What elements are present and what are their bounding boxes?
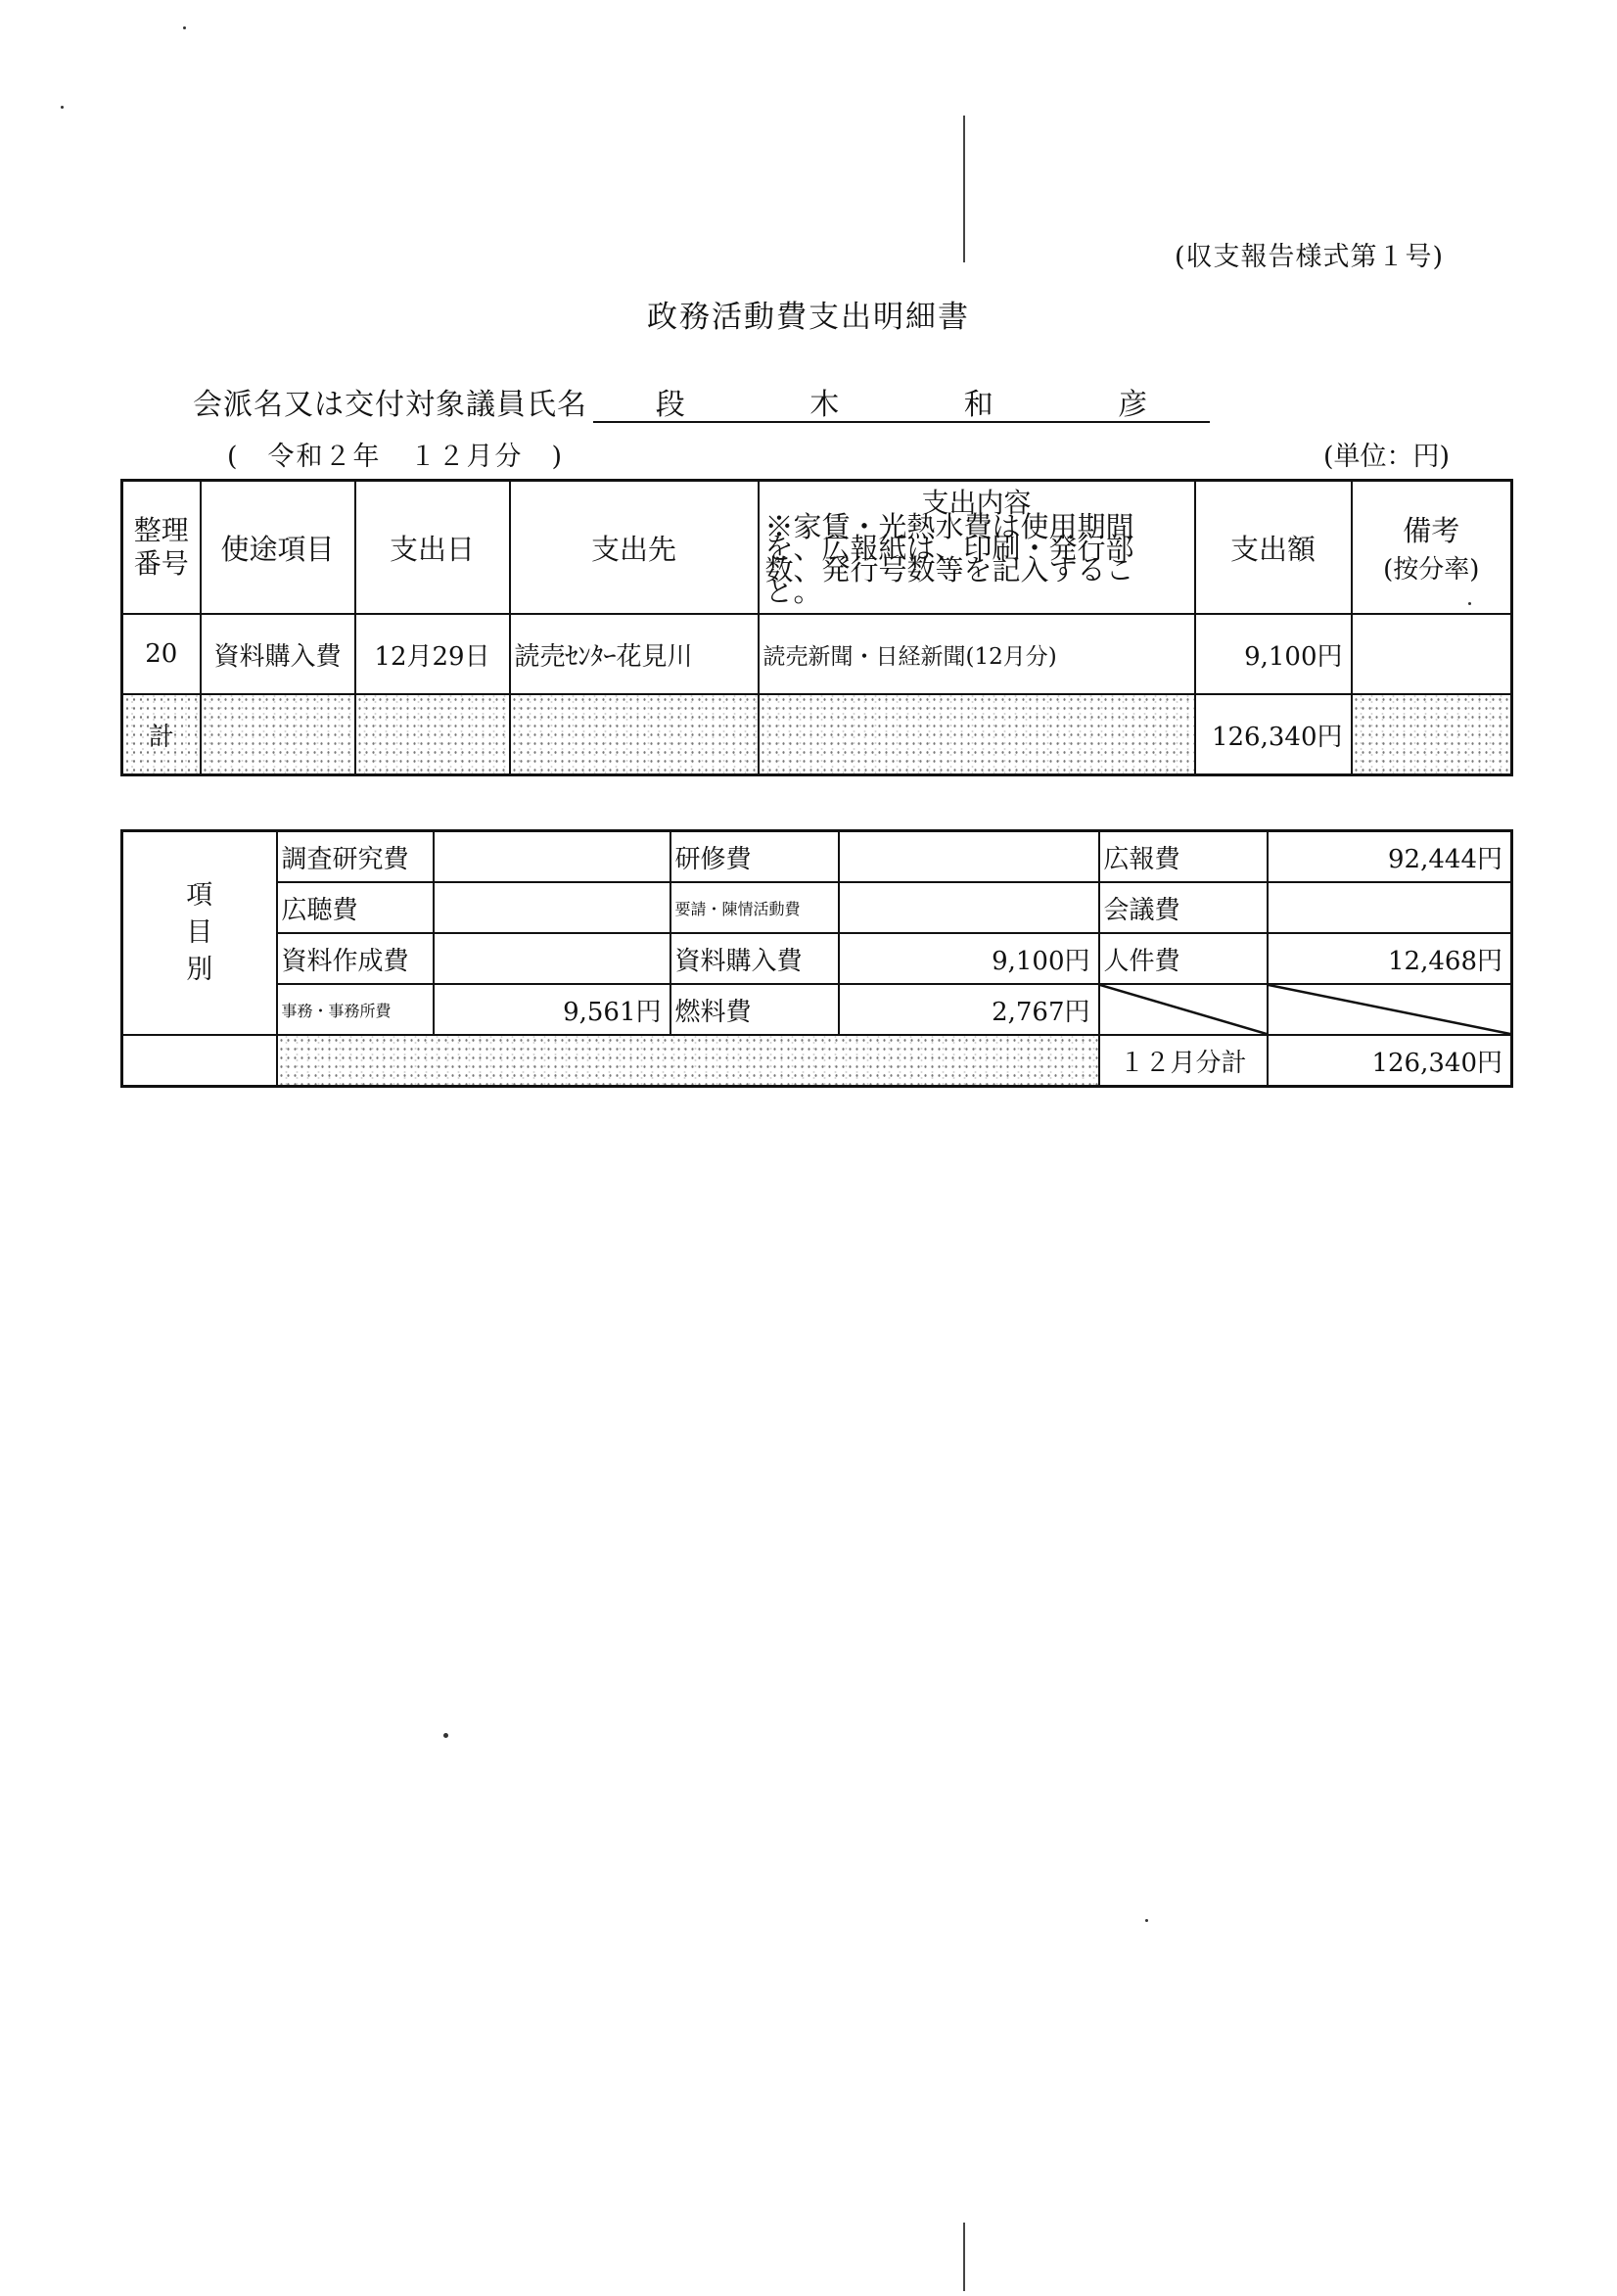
row-date: 12月29日: [355, 614, 510, 694]
diagonal-empty-cell: [1268, 984, 1512, 1035]
summary-total-row: [122, 1035, 1512, 1087]
label-publicity: 広報費: [1099, 831, 1268, 883]
speck: [1145, 1919, 1148, 1922]
table-row: [122, 614, 1512, 694]
label-personnel: 人件費: [1099, 933, 1268, 984]
label-training: 研修費: [670, 831, 839, 883]
label-hearing: 広聴費: [277, 882, 434, 933]
period: ( 令和２年 １２月分 ): [227, 442, 565, 472]
category-summary-table: [120, 829, 1513, 1088]
label-research: 調査研究費: [277, 831, 434, 883]
header-remarks: [1352, 481, 1512, 615]
header-payee: 支出先: [510, 481, 759, 615]
member-name-row: [193, 380, 1210, 423]
value-month-total: 126,340円: [1268, 1035, 1512, 1087]
redacted-cell: [1352, 694, 1512, 775]
diagonal-empty-cell: [1099, 984, 1268, 1035]
speck: [183, 26, 186, 29]
summary-row: [122, 882, 1512, 933]
member-name: [593, 380, 1210, 423]
header-amount: 支出額: [1195, 481, 1352, 615]
row-no: 20: [122, 614, 201, 694]
label-material-purchase: 資料購入費: [670, 933, 839, 984]
header-remarks-title: 備考: [1403, 514, 1460, 547]
row-amount: 9,100円: [1195, 614, 1352, 694]
name-label: 会派名又は交付対象議員氏名: [193, 388, 587, 422]
value-personnel: 12,468円: [1268, 933, 1512, 984]
fold-mark: [963, 116, 965, 262]
value-hearing: [434, 882, 670, 933]
value-publicity: 92,444円: [1268, 831, 1512, 883]
label-fuel: 燃料費: [670, 984, 839, 1035]
header-category: 使途項目: [201, 481, 355, 615]
value-research: [434, 831, 670, 883]
summary-row: [122, 984, 1512, 1035]
redacted-cell: [510, 694, 759, 775]
label-meeting: 会議費: [1099, 882, 1268, 933]
header-content-note: ※家賃・光熱水費は使用期間を、広報紙は、印刷・発行部数、発行号数等を記入すること。: [764, 510, 1134, 608]
row-category: 資料購入費: [201, 614, 355, 694]
speck: [443, 1733, 448, 1738]
expenditure-table: [120, 479, 1513, 776]
redacted-cell: [201, 694, 355, 775]
redacted-cell: [277, 1035, 1099, 1087]
side-label-tail: [122, 1035, 277, 1087]
value-training: [839, 831, 1099, 883]
header-no: 整理番号: [122, 481, 201, 615]
speck: [61, 106, 64, 109]
value-fuel: 2,767円: [839, 984, 1099, 1035]
value-material-purchase: 9,100円: [839, 933, 1099, 984]
label-petition: 要請・陳情活動費: [670, 882, 839, 933]
unit-label: (単位：円): [1323, 442, 1451, 472]
page-title: 政務活動費支出明細書: [647, 300, 970, 335]
side-label: [122, 831, 277, 1036]
header-remarks-sub: (按分率): [1383, 555, 1480, 585]
value-material-creation: [434, 933, 670, 984]
row-remarks: [1352, 614, 1512, 694]
value-meeting: [1268, 882, 1512, 933]
total-row: [122, 694, 1512, 775]
total-amount: 126,340円: [1195, 694, 1352, 775]
label-material-creation: 資料作成費: [277, 933, 434, 984]
redacted-cell: [355, 694, 510, 775]
form-number: (収支報告様式第１号): [1175, 242, 1445, 272]
side-label-text: 項目別: [186, 880, 213, 985]
summary-row: [122, 933, 1512, 984]
header-content: [759, 481, 1195, 615]
name-char: 彦: [1118, 388, 1148, 422]
name-char: 木: [809, 388, 840, 422]
row-content: 読売新聞・日経新聞(12月分): [759, 614, 1195, 694]
header-date: 支出日: [355, 481, 510, 615]
header-content-title: 支出内容: [921, 487, 1032, 519]
redacted-cell: [759, 694, 1195, 775]
value-petition: [839, 882, 1099, 933]
fold-mark: [963, 2223, 965, 2291]
label-office: 事務・事務所費: [277, 984, 434, 1035]
table-header-row: [122, 481, 1512, 615]
total-label: 計: [122, 694, 201, 775]
name-char: 和: [963, 388, 993, 422]
name-char: 段: [655, 388, 685, 422]
row-payee: 読売ｾﾝﾀｰ花見川: [510, 614, 759, 694]
summary-row: [122, 831, 1512, 883]
label-month-total: １２月分計: [1099, 1035, 1268, 1087]
value-office: 9,561円: [434, 984, 670, 1035]
